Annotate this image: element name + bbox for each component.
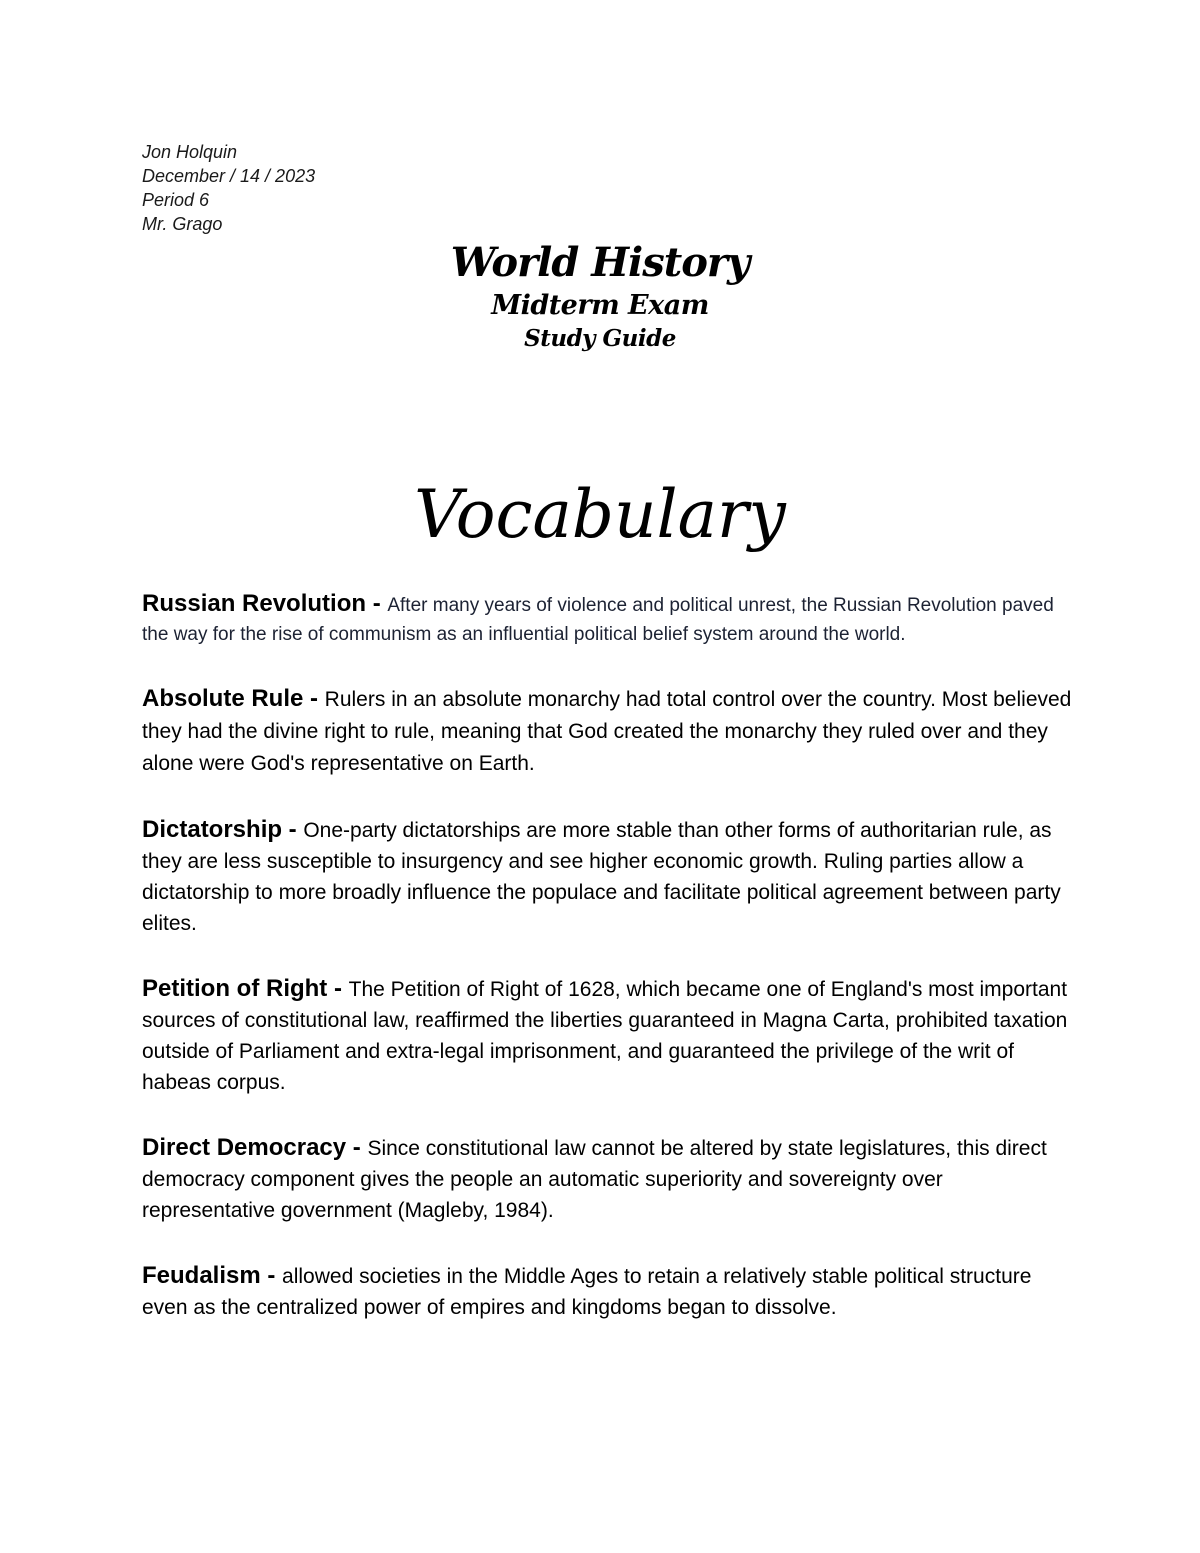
vocab-term: Direct Democracy -: [142, 1134, 368, 1161]
vocab-term: Russian Revolution -: [142, 590, 388, 617]
vocab-entry-feudalism: [142, 1261, 1072, 1324]
title-subtitle-2: Study Guide: [524, 325, 676, 352]
teacher-name: Mr. Grago: [142, 214, 223, 234]
vocabulary-list: [142, 590, 1072, 1324]
vocab-definition: One-party dictatorships are more stable than other forms of authoritarian rule, as they are less susceptible to insurgency and see higher economic growth. Ruling parties allow a dictatorship to more broadly influence the populace and facilitate political agreement between party elites.: [142, 819, 1061, 935]
section-heading-vocabulary: Vocabulary: [414, 476, 786, 553]
vocab-term: Petition of Right -: [142, 975, 349, 1002]
vocab-definition: Rulers in an absolute monarchy had total control over the country. Most believed they had the divine right to rule, meaning that God created the monarchy they ruled over and they alone were God's representative on Earth.: [142, 688, 1072, 775]
vocab-term: Absolute Rule -: [142, 685, 325, 712]
student-info: [142, 140, 315, 236]
vocab-term: Dictatorship -: [142, 816, 304, 843]
vocab-entry-russian-revolution: [142, 590, 1072, 650]
vocab-definition: The Petition of Right of 1628, which became one of England's most important sources of constitutional law, reaffirmed the liberties guaranteed in Magna Carta, prohibited taxation outside of Parliament and extra-legal imprisonment, and guaranteed the privilege of the writ of habeas corpus.: [142, 978, 1068, 1094]
vocab-entry-absolute-rule: [142, 684, 1072, 781]
vocab-entry-petition-of-right: [142, 974, 1072, 1099]
vocab-definition: allowed societies in the Middle Ages to retain a relatively stable political structure even as the centralized power of empires and kingdoms began to dissolve.: [142, 1265, 1032, 1319]
title-main: World History: [450, 239, 750, 286]
student-name: Jon Holquin: [142, 142, 238, 162]
vocab-entry-dictatorship: [142, 815, 1072, 940]
vocab-definition: Since constitutional law cannot be altered by state legislatures, this direct democracy component gives the people an automatic superiority and sovereignty over representative government (Magleby, 1984).: [142, 1137, 1047, 1222]
title-subtitle-1: Midterm Exam: [491, 290, 709, 321]
vocab-definition: After many years of violence and political unrest, the Russian Revolution paved the way for the rise of communism as an influential political belief system around the world.: [142, 595, 1054, 645]
vocab-term: Feudalism -: [142, 1262, 283, 1289]
vocab-entry-direct-democracy: [142, 1133, 1072, 1227]
class-period: Period 6: [142, 190, 210, 210]
document-title: [0, 238, 1200, 354]
date: December / 14 / 2023: [142, 166, 316, 186]
